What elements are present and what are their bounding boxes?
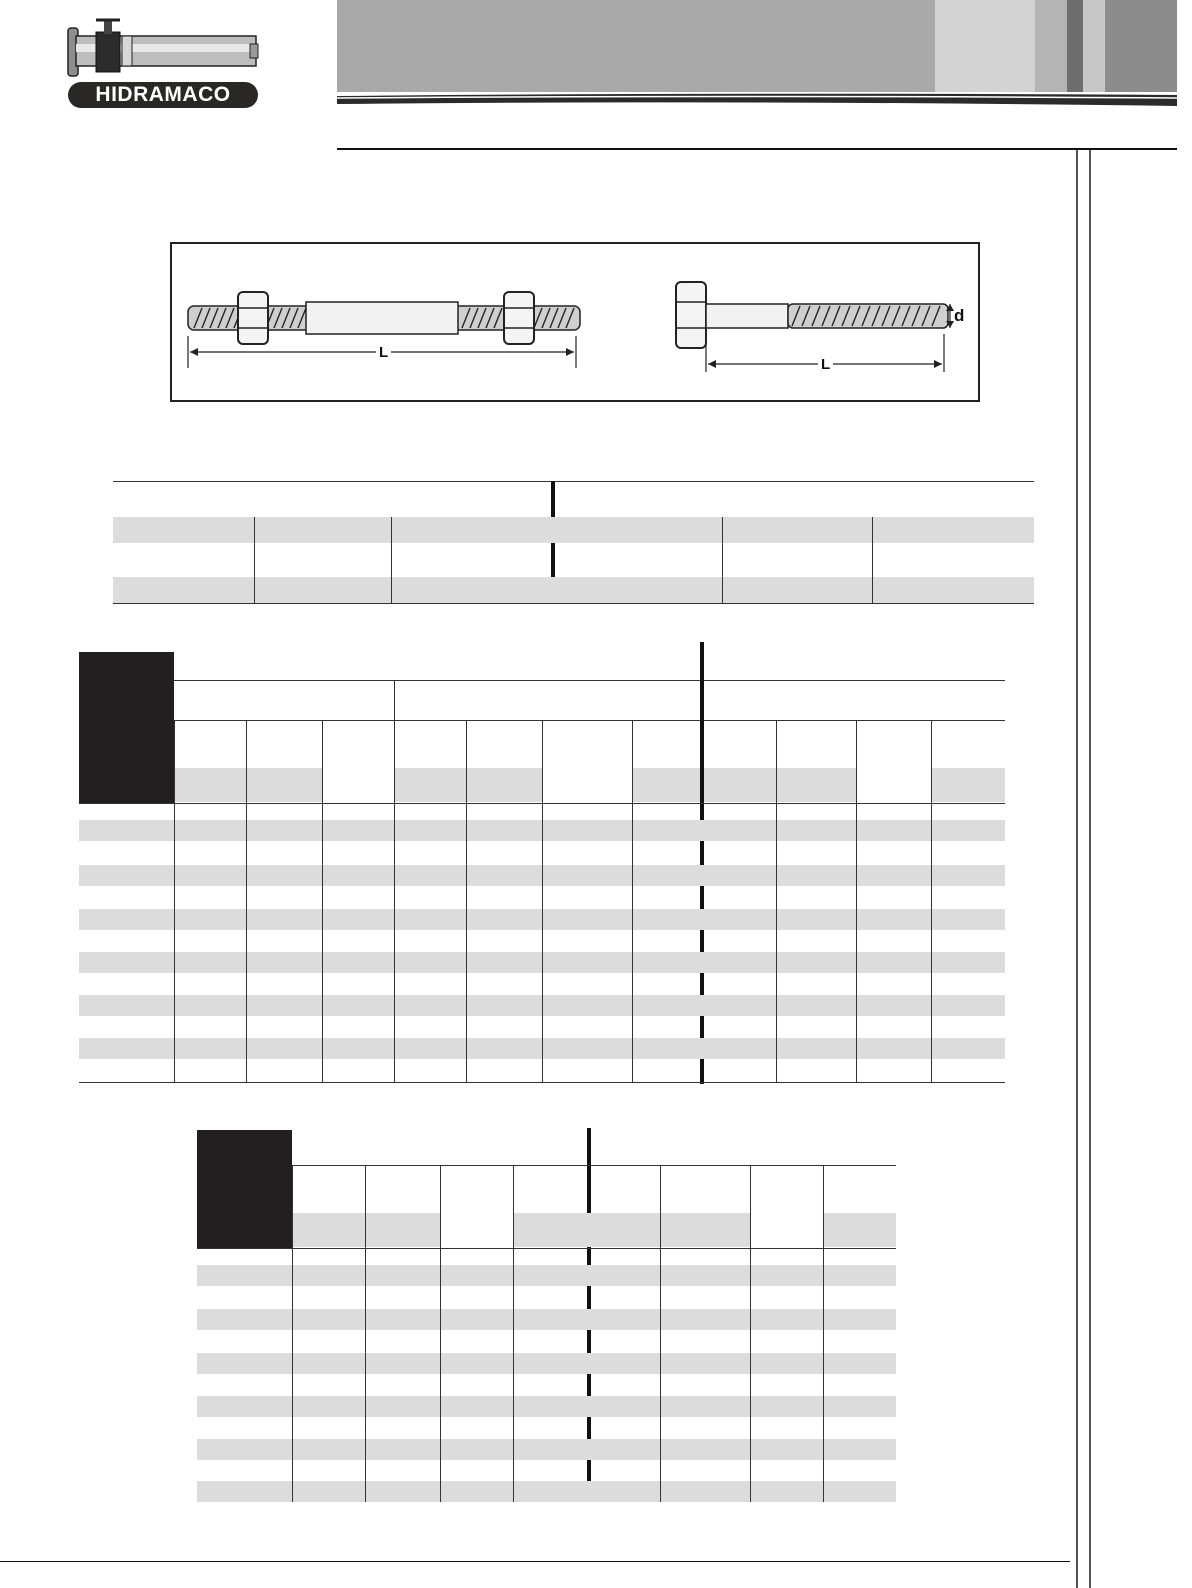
table3-col-sep: [823, 1165, 824, 1502]
table2-col-sep: [322, 720, 323, 1082]
table2-col-sep: [542, 720, 543, 1082]
brand-name: HIDRAMACO: [68, 82, 258, 108]
table2-bottom-rule: [79, 1082, 1005, 1083]
table2-head-band: [174, 768, 322, 802]
table3-row: [197, 1481, 896, 1502]
table3-row: [197, 1353, 896, 1374]
table2-group-rule: [174, 680, 1005, 681]
hex-head-threaded-bolt-icon: [676, 282, 954, 372]
table3-col-sep: [440, 1165, 441, 1502]
header-band: [337, 0, 935, 92]
table3-row: [197, 1439, 896, 1460]
table2-col-sep: [931, 720, 932, 1082]
header-band-light: [935, 0, 1035, 92]
company-logo: [62, 14, 262, 110]
table1-col-sep: [254, 517, 255, 603]
table2-col-sep: [632, 720, 633, 1082]
rod-length-label: L: [376, 344, 391, 361]
table2-col-sep: [174, 720, 175, 1082]
table2-dark-header: [79, 652, 174, 804]
table3-col-sep: [365, 1165, 366, 1502]
table3-dark-header: [197, 1130, 292, 1248]
table3-col-sep: [513, 1165, 514, 1502]
table2-col-sep: [466, 720, 467, 1082]
table3-head-band: [292, 1213, 440, 1247]
pipe-valve-logo-icon: [62, 14, 262, 84]
header-rule: [337, 148, 1177, 150]
margin-line-1: [1076, 150, 1078, 1588]
table3-head-band: [823, 1213, 896, 1247]
table2-group-sep: [394, 680, 395, 720]
table3-subgroup-rule: [292, 1165, 896, 1166]
table1-row: [113, 577, 1034, 603]
table3-col-sep: [292, 1165, 293, 1502]
bolt-diameter-label: d: [954, 306, 965, 325]
table1-top-rule: [113, 481, 1034, 482]
table1-col-sep: [391, 517, 392, 603]
table3-col-sep: [660, 1165, 661, 1502]
table2-head-band: [704, 768, 856, 802]
table2-col-sep: [394, 720, 395, 1082]
table2-col-sep: [776, 720, 777, 1082]
header-band-gray: [1105, 0, 1177, 92]
rod-diagram: [170, 242, 980, 402]
table1-row: [113, 517, 1034, 543]
table2-col-sep: [246, 720, 247, 1082]
table2-head-band: [632, 768, 700, 802]
table1-bottom-rule: [113, 603, 1034, 604]
table3-head-band: [513, 1213, 750, 1247]
bolt-length-label: L: [818, 356, 833, 373]
margin-line-2: [1089, 150, 1091, 1588]
header-band-mid: [1035, 0, 1067, 92]
footer-rule: [0, 1561, 1070, 1562]
table3-row: [197, 1309, 896, 1330]
table2-subgroup-rule: [174, 720, 1005, 721]
table2-head-band: [394, 768, 542, 802]
table2-col-sep: [856, 720, 857, 1082]
table1-col-sep: [872, 517, 873, 603]
header-swoosh: [337, 92, 1177, 108]
header-band-pale: [1083, 0, 1105, 92]
table3-head-rule: [197, 1248, 896, 1249]
table2-divider: [700, 642, 704, 1084]
table3-row: [197, 1396, 896, 1417]
table3-row: [197, 1265, 896, 1286]
table2-head-band: [931, 768, 1005, 802]
table1-col-sep: [722, 517, 723, 603]
table3-col-sep: [750, 1165, 751, 1502]
header-band-dark: [1067, 0, 1083, 92]
